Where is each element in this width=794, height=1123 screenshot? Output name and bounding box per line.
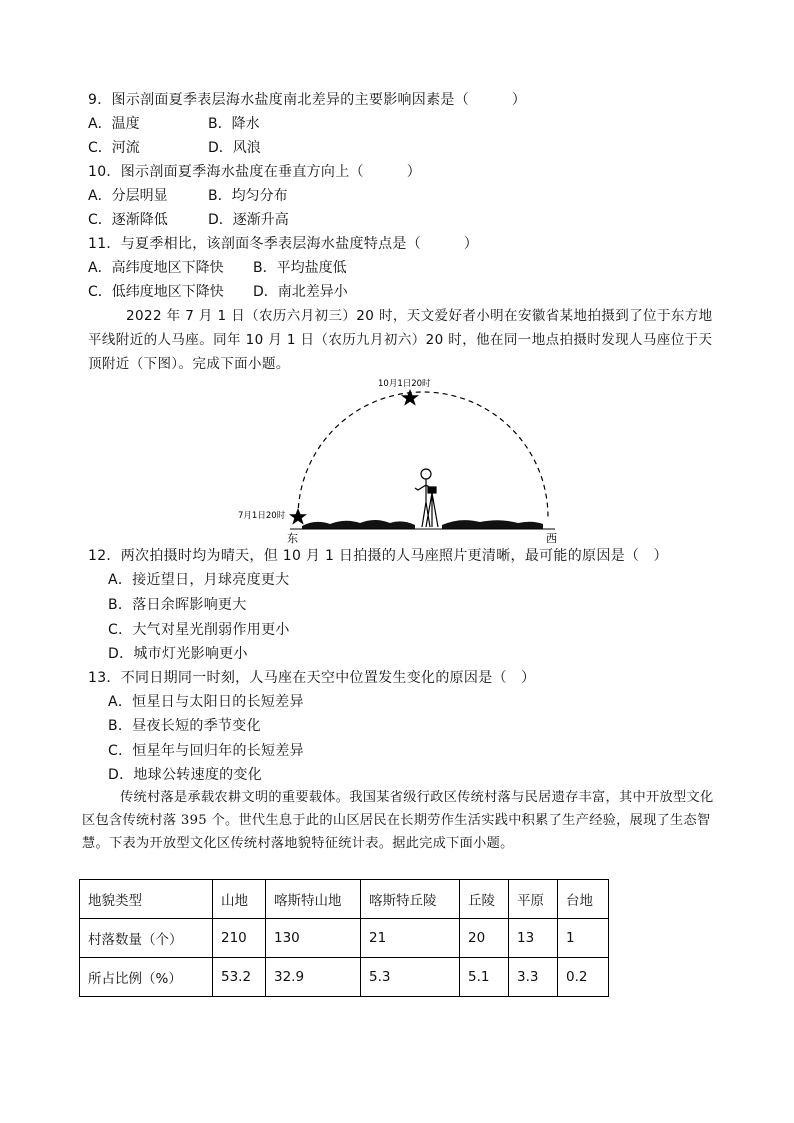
- q11-option-b[interactable]: B．平均盐度低: [253, 260, 347, 276]
- q12-option-b[interactable]: B．落日余晖影响更大: [108, 597, 247, 613]
- star-icon-zenith: [401, 389, 419, 406]
- sky-arc-figure: [230, 372, 570, 547]
- q11-options-row2: [88, 282, 348, 302]
- table-row: [80, 958, 609, 997]
- passage-sagittarius: 2022 年 7 月 1 日（农历六月初三）20 时，天文爱好者小明在安徽省某地拍摄到了位于东方地平线附近的人马座。同年 10 月 1 日（农历九月初六）20 时，他在同一地点拍摄时发现人马座位于天顶附近（下图）。完成下面小题。: [88, 308, 713, 372]
- q12-stem: 12．两次拍摄时均为晴天，但 10 月 1 日拍摄的人马座照片更清晰，最可能的原因是（ ）: [88, 548, 668, 564]
- q9-stem: 9．图示剖面夏季表层海水盐度南北差异的主要影响因素是（ ）: [88, 92, 527, 108]
- landform-stats-table: [79, 879, 609, 997]
- table-header-cell: 平原: [509, 880, 558, 919]
- label-east: 东: [287, 532, 298, 545]
- q10-option-c[interactable]: C．逐渐降低: [88, 212, 168, 228]
- table-cell: 21: [361, 919, 460, 958]
- q11-stem: 11．与夏季相比，该剖面冬季表层海水盐度特点是（ ）: [88, 236, 479, 252]
- table-cell: 53.2: [213, 958, 266, 997]
- table-cell: 1: [558, 919, 609, 958]
- table-cell: 32.9: [266, 958, 361, 997]
- q11-option-c[interactable]: C．低纬度地区下降快: [88, 284, 224, 300]
- q12-option-c[interactable]: C．大气对星光削弱作用更小: [108, 622, 290, 638]
- q9-option-a[interactable]: A．温度: [88, 116, 140, 132]
- table-cell: 20: [460, 919, 509, 958]
- q11-options-row1: [88, 258, 347, 278]
- table-cell: 130: [266, 919, 361, 958]
- q11-option-d[interactable]: D．南北差异小: [253, 284, 348, 300]
- table-cell: 3.3: [509, 958, 558, 997]
- table-cell: 5.3: [361, 958, 460, 997]
- q9-options-row1: [88, 114, 260, 134]
- q13-option-b[interactable]: B．昼夜长短的季节变化: [108, 718, 261, 734]
- passage-villages: 传统村落是承载农耕文明的重要载体。我国某省级行政区传统村落与民居遗存丰富，其中开放型文化区包含传统村落 395 个。世代生息于此的山区居民在长期劳作生活实践中积累了生产经验，展现了生态智慧。下表为开放型文化区传统村落地貌特征统计表。据此完成下面小题。: [82, 790, 714, 851]
- q9-option-b[interactable]: B．降水: [208, 116, 260, 132]
- q13-option-d[interactable]: D．地球公转速度的变化: [108, 767, 263, 783]
- q10-stem: 10．图示剖面夏季海水盐度在垂直方向上（ ）: [88, 164, 422, 180]
- q12-option-a[interactable]: A．接近望日，月球亮度更大: [108, 572, 290, 588]
- label-oct1: 10月1日20时: [378, 379, 431, 389]
- q10-option-b[interactable]: B．均匀分布: [208, 188, 288, 204]
- table-header-cell: 喀斯特丘陵: [361, 880, 460, 919]
- table-cell: 13: [509, 919, 558, 958]
- table-header-cell: 地貌类型: [80, 880, 213, 919]
- ground-silhouette-right: [442, 520, 543, 529]
- q9-option-c[interactable]: C．河流: [88, 140, 140, 156]
- table-cell: 210: [213, 919, 266, 958]
- q13-option-a[interactable]: A．恒星日与太阳日的长短差异: [108, 694, 304, 710]
- q13-stem: 13．不同日期同一时刻，人马座在天空中位置发生变化的原因是（ ）: [88, 670, 536, 686]
- q9-option-d[interactable]: D．风浪: [208, 140, 261, 156]
- table-header-row: [80, 880, 609, 919]
- q10-option-a[interactable]: A．分层明显: [88, 188, 168, 204]
- ground-silhouette-left: [302, 520, 415, 529]
- label-jul1: 7月1日20时: [238, 511, 286, 521]
- q10-options-row1: [88, 186, 288, 206]
- table-header-cell: 山地: [213, 880, 266, 919]
- q10-option-d[interactable]: D．逐渐升高: [208, 212, 289, 228]
- table-cell: 0.2: [558, 958, 609, 997]
- table-cell: 村落数量（个）: [80, 919, 213, 958]
- q13-option-c[interactable]: C．恒星年与回归年的长短差异: [108, 743, 304, 759]
- star-icon-east: [289, 508, 307, 525]
- photographer-icon: [415, 469, 438, 527]
- q11-option-a[interactable]: A．高纬度地区下降快: [88, 260, 224, 276]
- q9-options-row2: [88, 138, 261, 158]
- table-header-cell: 喀斯特山地: [266, 880, 361, 919]
- table-cell: 所占比例（%）: [80, 958, 213, 997]
- table-header-cell: 台地: [558, 880, 609, 919]
- star-path-arc: [298, 392, 548, 517]
- label-west: 西: [546, 532, 557, 545]
- table-header-cell: 丘陵: [460, 880, 509, 919]
- q12-option-d[interactable]: D．城市灯光影响更小: [108, 646, 248, 662]
- q10-options-row2: [88, 210, 289, 230]
- table-row: [80, 919, 609, 958]
- table-cell: 5.1: [460, 958, 509, 997]
